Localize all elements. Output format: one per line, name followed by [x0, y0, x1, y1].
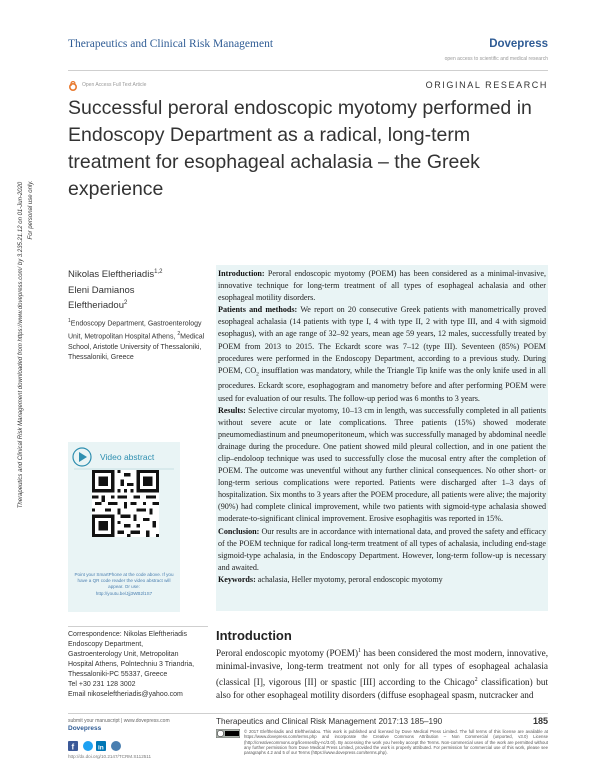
download-note: Therapeutics and Clinical Risk Management downloaded from https://www.dovepress.com/ by 3.235.21.12 on 01-Jun-2020 — [18, 181, 24, 509]
video-link[interactable]: http://youtu.be/Jjj3WB2l1S7 — [95, 591, 153, 596]
page-number: 185 — [532, 716, 548, 726]
author[interactable]: Eleni Damianos — [68, 284, 135, 296]
correspondence: Correspondence: Nikolas Eleftheriadis Endoscopy Department, Gastroenterology Unit, Metropolitan Hospital Athens, Polntechniu 3 Triandria, Thessaloniki-PC 55337, Greece Tel +30 231 128 3002 Email nikoseleftheriadis@yahoo.com — [68, 630, 208, 700]
video-abstract-label: Video abstract — [100, 452, 155, 462]
footer-brand[interactable]: Dovepress — [68, 725, 102, 732]
social-icons — [68, 740, 128, 752]
download-watermark — [14, 125, 40, 565]
share-icon — [111, 741, 121, 751]
section-heading-introduction: Introduction — [216, 628, 292, 643]
author-list — [68, 266, 208, 313]
personal-use-note: For personal use only. — [28, 180, 34, 240]
header-divider — [68, 70, 548, 71]
abstract-conclusion: Conclusion: Our results are in accordance with international data, and proved the safety and efficacy of the POEM technique for radical long-term treatment of all types of achalasia, including end-stage sigmoid-type achalasia, in the Endoscopy Department. However, long-term follow-up is necessary and awaited. — [218, 526, 546, 572]
svg-text:in: in — [98, 744, 104, 752]
article-type: ORIGINAL RESEARCH — [425, 80, 548, 90]
correspondence-divider — [68, 626, 208, 627]
journal-name: Therapeutics and Clinical Risk Management — [68, 38, 274, 50]
abstract-keywords: Keywords: achalasia, Heller myotomy, peroral endoscopic myotomy — [218, 574, 443, 584]
affiliations: $^1$Endoscopy Department, Gastroenterology Unit, Metropolitan Hospital Athens, $^2$Medical School, Aristotle University of Thessaloniki, Thessaloniki, Greece — [68, 318, 205, 361]
open-access-icon — [68, 81, 78, 91]
video-abstract-header[interactable] — [68, 442, 180, 472]
author[interactable]: Eleftheriadou$^2$ — [68, 300, 128, 312]
abstract-text — [218, 268, 546, 586]
twitter-icon — [83, 741, 93, 751]
footer-citation: Therapeutics and Clinical Risk Management 2017:13 185–190 — [216, 717, 443, 726]
footer-links — [68, 717, 188, 733]
license-text: © 2017 Eleftheriadis and Eleftheriadou. This work is published and licensed by Dove Medical Press Limited. The full terms of this license are available at https://www.dovepress.com/terms.php and incorporate the Creative Commons Attribution – Non Commercial (unported, v3.0) License (http://creativecommons.org/licenses/by-nc/3.0/). By accessing the work you hereby accept the Terms. Non-commercial uses of the work are permitted without any further permission from Dove Medical Press Limited, provided the work is properly attributed. For permission for commercial use of this work, please see paragraphs 4.2 and 5 of our Terms (https://www.dovepress.com/terms.php). — [244, 729, 548, 756]
open-access-label: Open Access Full Text Article — [82, 82, 147, 88]
abstract-results: Results: Selective circular myotomy, 10–13 cm in length, was successfully completed in all patients without severe acute or late complications. Three patients (15%) showed moderate pneumomediastinum and pneumoperitoneum, which was successfully managed by abdominal needle drainage during the procedure. One patient showed mild pleural collection, and in one patient the clip–endoloop technique was used to successfully close the mucosal entry after the completion of POEM. The outcome was uneventful without any further clinical consequences. No other short- or long-term serious complications were reported. Patients were discharged after 1–3 days of hospitalization. Six months to 3 years after the POEM procedure, all patients were alive; the majority (90%) had complete clinical improvement, while two patients with sigmoid-type achalasia showed moderate-to-significant clinical improvement. Erosive esophagitis was reported in 15%. — [218, 405, 546, 524]
author[interactable]: Nikolas Eleftheriadis$^{1,2}$ — [68, 269, 163, 281]
publisher-tagline: open access to scientific and medical research — [444, 56, 548, 62]
introduction-paragraph: Peroral endoscopic myotomy (POEM)$^1$ has been considered the most modern, innovative, minimal-invasive, long-term treatment not only for all types of esophageal achalasia (classical [I], vigorous [II] or spastic [III] according to the Chicago$^2$ classification) but also for other esophageal motility disorders (diffuse esophageal spasm, nutcracker and — [216, 648, 548, 701]
article-title: Successful peroral endoscopic myotomy performed in Endoscopy Department as a radical, long-term treatment for esophageal achalasia – the Greek experience — [68, 97, 532, 200]
svg-text:f: f — [71, 742, 75, 752]
footer-divider — [68, 713, 548, 714]
correspondence-email[interactable]: Email nikoseleftheriadis@yahoo.com — [68, 691, 183, 698]
doi-link[interactable]: http://dx.doi.org/10.2147/TCRM.S112511 — [68, 754, 152, 759]
abstract-introduction: Introduction: Peroral endoscopic myotomy (POEM) has been considered as a minimal-invasive, innovative technique for long-term treatment of all types of esophageal achalasia and other esophageal motility disorders. — [218, 269, 546, 303]
video-instructions: Point your SmartPhone at the code above. If you have a QR code reader the video abstract will appear. Or use: — [74, 572, 174, 589]
submit-link[interactable]: submit your manuscript | www.dovepress.com — [68, 718, 170, 724]
publisher-logo[interactable]: Dovepress — [489, 38, 548, 50]
qr-code[interactable] — [92, 470, 159, 537]
abstract-methods: Patients and methods: We report on 20 consecutive Greek patients with manometrically proved esophageal achalasia (14 patients with type I, 4 with type II, 2 with type III, and 4 with sigmoid esophagus), with an age range of 32–92 years, mean age 59 years, 12 males, successfully treated by POEM from 2013 to 2015. The Eckardt score was 7–12 (type III). Seventeen (85%) POEM procedures were performed in the Endoscopy Department, according to a previous study. During POEM, $CO_2$ insufflation was mandatory, while the Triangle Tip knife was the only knife used in all procedures. Eckardt score, esophagogram and manometry before and after performing POEM were used for evaluation of our results. The follow-up period was 6 months to 3 years. — [218, 305, 546, 403]
cc-license-icon[interactable] — [216, 729, 240, 738]
